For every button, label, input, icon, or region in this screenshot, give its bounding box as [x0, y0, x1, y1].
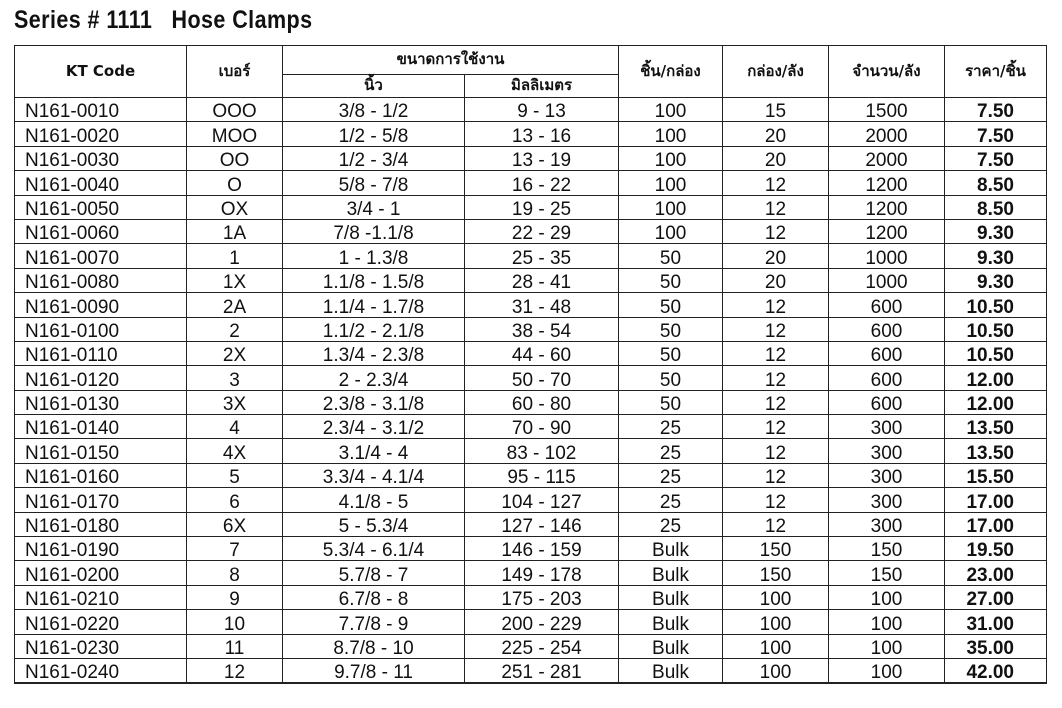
table-row	[15, 195, 1047, 219]
cell-kt-code: N161-0020	[15, 122, 187, 146]
cell-pcs-per-box: 25	[619, 439, 723, 463]
cell-price: 27.00	[945, 585, 1047, 609]
cell-box-per-carton: 12	[723, 366, 829, 390]
cell-qty-per-carton: 1500	[829, 98, 945, 122]
cell-kt-code: N161-0120	[15, 366, 187, 390]
cell-size-mm: 13 - 16	[465, 122, 619, 146]
cell-number: 4X	[187, 439, 283, 463]
cell-kt-code: N161-0220	[15, 610, 187, 634]
cell-number: 2A	[187, 293, 283, 317]
cell-qty-per-carton: 150	[829, 537, 945, 561]
cell-kt-code: N161-0110	[15, 341, 187, 365]
cell-kt-code: N161-0100	[15, 317, 187, 341]
cell-box-per-carton: 12	[723, 219, 829, 243]
table-row	[15, 585, 1047, 609]
cell-kt-code: N161-0080	[15, 268, 187, 292]
cell-size-inch: 3/8 - 1/2	[283, 98, 465, 122]
cell-kt-code: N161-0160	[15, 463, 187, 487]
cell-box-per-carton: 12	[723, 463, 829, 487]
cell-pcs-per-box: 25	[619, 415, 723, 439]
header-inch: นิ้ว	[283, 75, 465, 98]
header-box-per-carton: กล่อง/ลัง	[723, 46, 829, 98]
cell-number: 7	[187, 537, 283, 561]
table-row	[15, 268, 1047, 292]
cell-size-inch: 9.7/8 - 11	[283, 658, 465, 683]
cell-price: 7.50	[945, 98, 1047, 122]
cell-price: 15.50	[945, 463, 1047, 487]
cell-qty-per-carton: 2000	[829, 122, 945, 146]
header-price-per-piece: ราคา/ชิ้น	[945, 46, 1047, 98]
cell-box-per-carton: 12	[723, 171, 829, 195]
cell-qty-per-carton: 600	[829, 317, 945, 341]
cell-size-mm: 19 - 25	[465, 195, 619, 219]
cell-pcs-per-box: 50	[619, 317, 723, 341]
cell-price: 12.00	[945, 390, 1047, 414]
cell-size-inch: 2.3/4 - 3.1/2	[283, 415, 465, 439]
table-row	[15, 98, 1047, 122]
cell-size-inch: 1/2 - 3/4	[283, 146, 465, 170]
cell-size-inch: 3/4 - 1	[283, 195, 465, 219]
cell-size-mm: 149 - 178	[465, 561, 619, 585]
cell-box-per-carton: 12	[723, 390, 829, 414]
cell-number: 4	[187, 415, 283, 439]
cell-qty-per-carton: 100	[829, 585, 945, 609]
cell-box-per-carton: 12	[723, 439, 829, 463]
cell-qty-per-carton: 1200	[829, 171, 945, 195]
cell-size-inch: 3.1/4 - 4	[283, 439, 465, 463]
cell-size-mm: 200 - 229	[465, 610, 619, 634]
table-row	[15, 293, 1047, 317]
cell-size-inch: 5 - 5.3/4	[283, 512, 465, 536]
cell-number: 3	[187, 366, 283, 390]
price-table	[14, 45, 1047, 684]
cell-kt-code: N161-0200	[15, 561, 187, 585]
header-usage-size: ขนาดการใช้งาน	[283, 46, 619, 75]
cell-size-inch: 1.1/2 - 2.1/8	[283, 317, 465, 341]
cell-size-mm: 25 - 35	[465, 244, 619, 268]
cell-pcs-per-box: 100	[619, 122, 723, 146]
cell-box-per-carton: 12	[723, 415, 829, 439]
cell-size-inch: 5.7/8 - 7	[283, 561, 465, 585]
cell-size-mm: 146 - 159	[465, 537, 619, 561]
cell-box-per-carton: 150	[723, 537, 829, 561]
cell-qty-per-carton: 600	[829, 341, 945, 365]
cell-box-per-carton: 150	[723, 561, 829, 585]
cell-size-mm: 50 - 70	[465, 366, 619, 390]
page-title: Series # 1111 Hose Clamps	[14, 6, 313, 34]
cell-qty-per-carton: 1200	[829, 195, 945, 219]
cell-pcs-per-box: Bulk	[619, 634, 723, 658]
table-row	[15, 634, 1047, 658]
cell-kt-code: N161-0060	[15, 219, 187, 243]
cell-size-inch: 1 - 1.3/8	[283, 244, 465, 268]
cell-box-per-carton: 12	[723, 488, 829, 512]
cell-pcs-per-box: 25	[619, 488, 723, 512]
header-kt-code: KT Code	[15, 46, 187, 98]
cell-pcs-per-box: 100	[619, 195, 723, 219]
cell-size-inch: 2 - 2.3/4	[283, 366, 465, 390]
table-row	[15, 561, 1047, 585]
cell-qty-per-carton: 100	[829, 610, 945, 634]
cell-kt-code: N161-0010	[15, 98, 187, 122]
cell-size-inch: 7/8 -1.1/8	[283, 219, 465, 243]
header-qty-per-carton: จำนวน/ลัง	[829, 46, 945, 98]
cell-number: 2X	[187, 341, 283, 365]
cell-price: 31.00	[945, 610, 1047, 634]
cell-number: 9	[187, 585, 283, 609]
cell-price: 42.00	[945, 658, 1047, 683]
cell-size-inch: 5/8 - 7/8	[283, 171, 465, 195]
table-row	[15, 244, 1047, 268]
cell-kt-code: N161-0130	[15, 390, 187, 414]
cell-box-per-carton: 15	[723, 98, 829, 122]
table-row	[15, 658, 1047, 683]
table-row	[15, 219, 1047, 243]
cell-price: 17.00	[945, 488, 1047, 512]
cell-qty-per-carton: 300	[829, 488, 945, 512]
cell-qty-per-carton: 1000	[829, 244, 945, 268]
cell-pcs-per-box: 100	[619, 171, 723, 195]
cell-size-mm: 104 - 127	[465, 488, 619, 512]
cell-box-per-carton: 12	[723, 293, 829, 317]
cell-number: OX	[187, 195, 283, 219]
cell-number: 11	[187, 634, 283, 658]
cell-size-inch: 2.3/8 - 3.1/8	[283, 390, 465, 414]
table-row	[15, 415, 1047, 439]
cell-pcs-per-box: 100	[619, 219, 723, 243]
cell-size-mm: 60 - 80	[465, 390, 619, 414]
table-row	[15, 463, 1047, 487]
cell-box-per-carton: 12	[723, 317, 829, 341]
cell-box-per-carton: 20	[723, 146, 829, 170]
cell-price: 9.30	[945, 219, 1047, 243]
table-row	[15, 171, 1047, 195]
cell-number: 2	[187, 317, 283, 341]
cell-size-mm: 16 - 22	[465, 171, 619, 195]
cell-number: 6X	[187, 512, 283, 536]
cell-pcs-per-box: Bulk	[619, 610, 723, 634]
cell-qty-per-carton: 300	[829, 512, 945, 536]
cell-price: 13.50	[945, 415, 1047, 439]
cell-box-per-carton: 20	[723, 244, 829, 268]
cell-size-mm: 70 - 90	[465, 415, 619, 439]
cell-price: 13.50	[945, 439, 1047, 463]
table-row	[15, 317, 1047, 341]
cell-box-per-carton: 20	[723, 268, 829, 292]
cell-pcs-per-box: Bulk	[619, 537, 723, 561]
cell-price: 10.50	[945, 317, 1047, 341]
cell-price: 23.00	[945, 561, 1047, 585]
table-row	[15, 512, 1047, 536]
cell-price: 12.00	[945, 366, 1047, 390]
cell-kt-code: N161-0040	[15, 171, 187, 195]
cell-size-mm: 95 - 115	[465, 463, 619, 487]
cell-number: O	[187, 171, 283, 195]
cell-pcs-per-box: 50	[619, 341, 723, 365]
cell-price: 9.30	[945, 268, 1047, 292]
cell-number: 8	[187, 561, 283, 585]
cell-number: 6	[187, 488, 283, 512]
cell-price: 19.50	[945, 537, 1047, 561]
cell-size-mm: 44 - 60	[465, 341, 619, 365]
cell-price: 8.50	[945, 171, 1047, 195]
table-row	[15, 146, 1047, 170]
table-row	[15, 488, 1047, 512]
table-row	[15, 439, 1047, 463]
cell-pcs-per-box: 50	[619, 390, 723, 414]
cell-number: MOO	[187, 122, 283, 146]
cell-number: 3X	[187, 390, 283, 414]
cell-number: 1A	[187, 219, 283, 243]
cell-pcs-per-box: 25	[619, 512, 723, 536]
cell-kt-code: N161-0140	[15, 415, 187, 439]
cell-number: 10	[187, 610, 283, 634]
table-body	[15, 98, 1047, 684]
cell-size-inch: 1.1/4 - 1.7/8	[283, 293, 465, 317]
table-row	[15, 537, 1047, 561]
table-row	[15, 390, 1047, 414]
cell-size-inch: 5.3/4 - 6.1/4	[283, 537, 465, 561]
cell-size-mm: 31 - 48	[465, 293, 619, 317]
cell-size-inch: 1.3/4 - 2.3/8	[283, 341, 465, 365]
cell-qty-per-carton: 300	[829, 415, 945, 439]
cell-qty-per-carton: 100	[829, 658, 945, 683]
cell-kt-code: N161-0170	[15, 488, 187, 512]
cell-size-mm: 83 - 102	[465, 439, 619, 463]
cell-price: 9.30	[945, 244, 1047, 268]
cell-size-mm: 13 - 19	[465, 146, 619, 170]
cell-price: 17.00	[945, 512, 1047, 536]
cell-box-per-carton: 12	[723, 512, 829, 536]
table-row	[15, 610, 1047, 634]
cell-size-inch: 6.7/8 - 8	[283, 585, 465, 609]
cell-pcs-per-box: 50	[619, 268, 723, 292]
header-number: เบอร์	[187, 46, 283, 98]
cell-box-per-carton: 20	[723, 122, 829, 146]
cell-box-per-carton: 12	[723, 195, 829, 219]
cell-price: 7.50	[945, 146, 1047, 170]
cell-price: 8.50	[945, 195, 1047, 219]
table-row	[15, 341, 1047, 365]
cell-kt-code: N161-0180	[15, 512, 187, 536]
cell-size-mm: 251 - 281	[465, 658, 619, 683]
cell-size-mm: 225 - 254	[465, 634, 619, 658]
cell-size-inch: 4.1/8 - 5	[283, 488, 465, 512]
cell-size-inch: 1.1/8 - 1.5/8	[283, 268, 465, 292]
cell-size-inch: 3.3/4 - 4.1/4	[283, 463, 465, 487]
cell-kt-code: N161-0240	[15, 658, 187, 683]
cell-kt-code: N161-0050	[15, 195, 187, 219]
cell-number: 1X	[187, 268, 283, 292]
cell-qty-per-carton: 100	[829, 634, 945, 658]
cell-pcs-per-box: 50	[619, 366, 723, 390]
cell-kt-code: N161-0210	[15, 585, 187, 609]
cell-number: 12	[187, 658, 283, 683]
cell-size-mm: 9 - 13	[465, 98, 619, 122]
cell-box-per-carton: 100	[723, 658, 829, 683]
cell-pcs-per-box: 100	[619, 98, 723, 122]
cell-box-per-carton: 12	[723, 341, 829, 365]
table-row	[15, 122, 1047, 146]
cell-pcs-per-box: 100	[619, 146, 723, 170]
cell-kt-code: N161-0190	[15, 537, 187, 561]
cell-kt-code: N161-0230	[15, 634, 187, 658]
cell-box-per-carton: 100	[723, 585, 829, 609]
cell-kt-code: N161-0090	[15, 293, 187, 317]
cell-size-inch: 7.7/8 - 9	[283, 610, 465, 634]
cell-qty-per-carton: 1200	[829, 219, 945, 243]
cell-box-per-carton: 100	[723, 634, 829, 658]
cell-price: 7.50	[945, 122, 1047, 146]
cell-size-mm: 22 - 29	[465, 219, 619, 243]
cell-qty-per-carton: 300	[829, 463, 945, 487]
cell-qty-per-carton: 150	[829, 561, 945, 585]
cell-size-mm: 28 - 41	[465, 268, 619, 292]
cell-pcs-per-box: Bulk	[619, 585, 723, 609]
cell-pcs-per-box: 50	[619, 293, 723, 317]
cell-qty-per-carton: 600	[829, 390, 945, 414]
cell-size-inch: 1/2 - 5/8	[283, 122, 465, 146]
cell-price: 10.50	[945, 341, 1047, 365]
cell-qty-per-carton: 1000	[829, 268, 945, 292]
cell-kt-code: N161-0150	[15, 439, 187, 463]
cell-kt-code: N161-0030	[15, 146, 187, 170]
cell-kt-code: N161-0070	[15, 244, 187, 268]
cell-number: 1	[187, 244, 283, 268]
cell-price: 35.00	[945, 634, 1047, 658]
cell-pcs-per-box: 50	[619, 244, 723, 268]
cell-number: 5	[187, 463, 283, 487]
header-mm: มิลลิเมตร	[465, 75, 619, 98]
cell-qty-per-carton: 600	[829, 293, 945, 317]
cell-qty-per-carton: 600	[829, 366, 945, 390]
cell-number: OO	[187, 146, 283, 170]
header-pcs-per-box: ชิ้น/กล่อง	[619, 46, 723, 98]
cell-size-mm: 175 - 203	[465, 585, 619, 609]
cell-qty-per-carton: 2000	[829, 146, 945, 170]
table-header	[15, 46, 1047, 98]
cell-size-mm: 38 - 54	[465, 317, 619, 341]
cell-size-inch: 8.7/8 - 10	[283, 634, 465, 658]
cell-price: 10.50	[945, 293, 1047, 317]
cell-pcs-per-box: Bulk	[619, 561, 723, 585]
cell-pcs-per-box: Bulk	[619, 658, 723, 683]
cell-number: OOO	[187, 98, 283, 122]
cell-pcs-per-box: 25	[619, 463, 723, 487]
table-row	[15, 366, 1047, 390]
cell-size-mm: 127 - 146	[465, 512, 619, 536]
cell-qty-per-carton: 300	[829, 439, 945, 463]
cell-box-per-carton: 100	[723, 610, 829, 634]
